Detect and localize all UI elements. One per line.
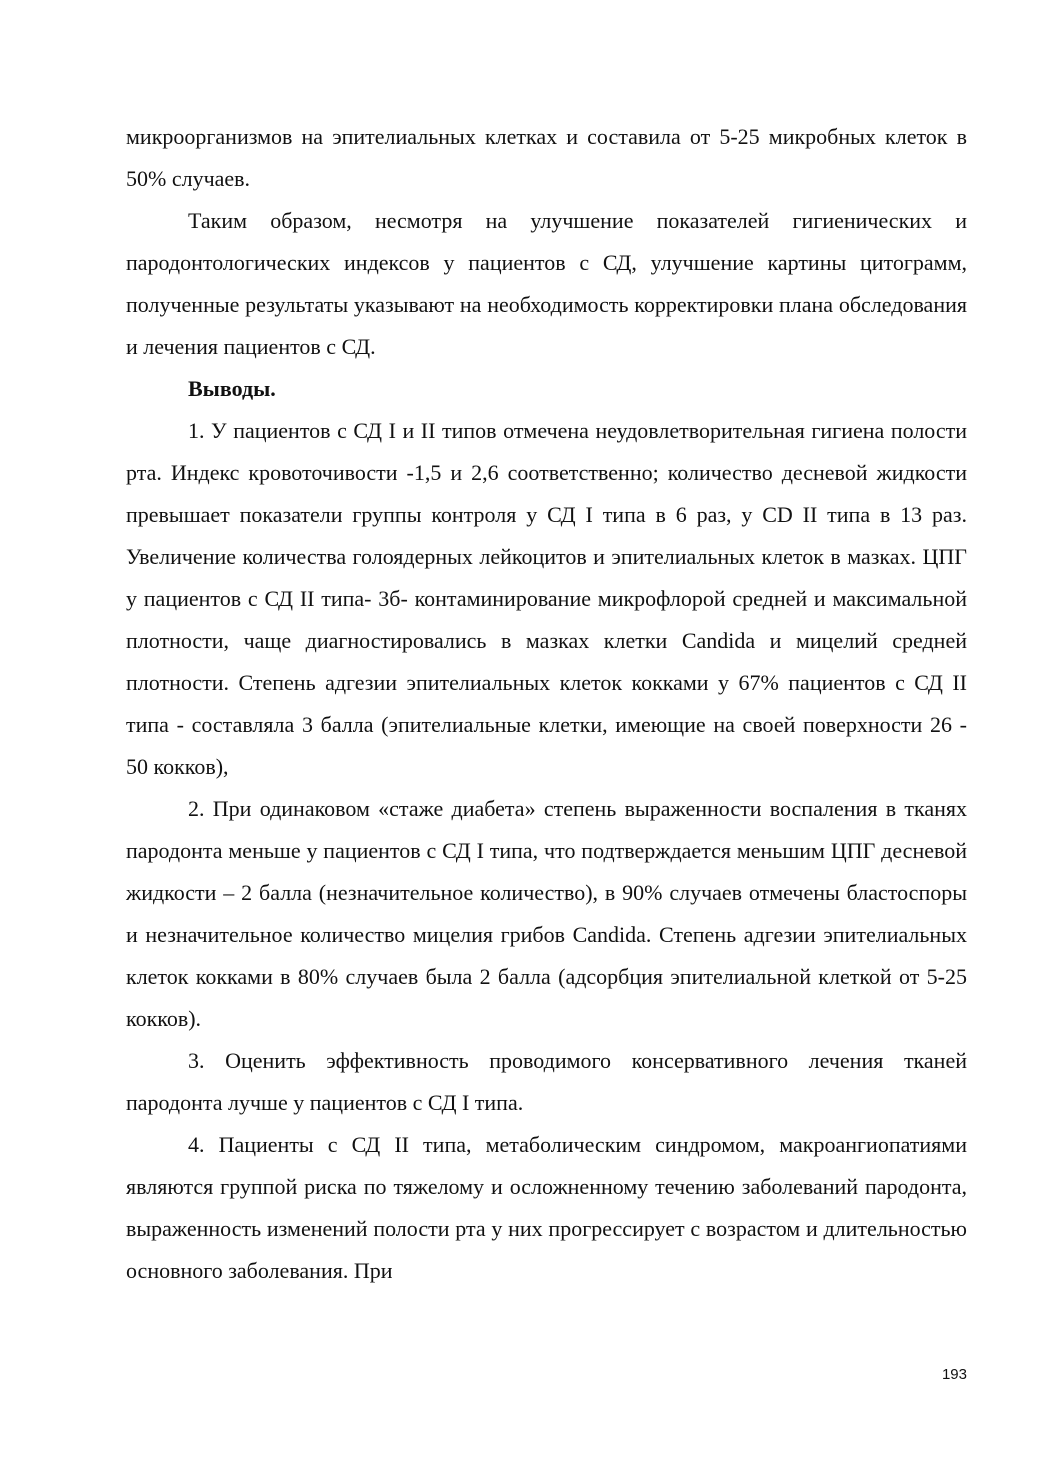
body-text — [126, 116, 967, 1292]
conclusion-3: 3. Оценить эффективность проводимого консервативного лечения тканей пародонта лучше у пациентов с СД I типа. — [126, 1048, 967, 1115]
conclusion-4: 4. Пациенты с СД II типа, метаболическим синдромом, макроангиопатиями являются группой риска по тяжелому и осложненному течению заболеваний пародонта, выраженность изменений полости рта у них прогрессирует с возрастом и длительностью основного заболевания. При — [126, 1132, 967, 1283]
conclusions-heading: Выводы. — [188, 376, 276, 401]
paragraph-continuation: микроорганизмов на эпителиальных клетках и составила от 5-25 микробных клеток в 50% случаев. — [126, 124, 967, 191]
conclusion-1: 1. У пациентов с СД I и II типов отмечена неудовлетворительная гигиена полости рта. Индекс кровоточивости -1,5 и 2,6 соответственно; количество десневой жидкости превышает показатели группы контроля у СД I типа в 6 раз, у CD II типа в 13 раз. Увеличение количества голоядерных лейкоцитов и эпителиальных клеток в мазках. ЦПГ у пациентов с СД II типа- 3б- контаминирование микрофлорой средней и максимальной плотности, чаще диагностировались в мазках клетки Candida и мицелий средней плотности. Степень адгезии эпителиальных клеток кокками у 67% пациентов с СД II типа - составляла 3 балла (эпителиальные клетки, имеющие на своей поверхности 26 - 50 кокков), — [126, 418, 967, 779]
conclusion-2: 2. При одинаковом «стаже диабета» степень выраженности воспаления в тканях пародонта меньше у пациентов с СД I типа, что подтверждается меньшим ЦПГ десневой жидкости – 2 балла (незначительное количество), в 90% случаев отмечены бластоспоры и незначительное количество мицелия грибов Candida. Степень адгезии эпителиальных клеток кокками в 80% случаев была 2 балла (адсорбция эпителиальной клеткой от 5-25 кокков). — [126, 796, 967, 1031]
paragraph-summary: Таким образом, несмотря на улучшение показателей гигиенических и пародонтологических индексов у пациентов с СД, улучшение картины цитограмм, полученные результаты указывают на необходимость корректировки плана обследования и лечения пациентов с СД. — [126, 208, 967, 359]
page-number: 193 — [941, 1366, 967, 1383]
